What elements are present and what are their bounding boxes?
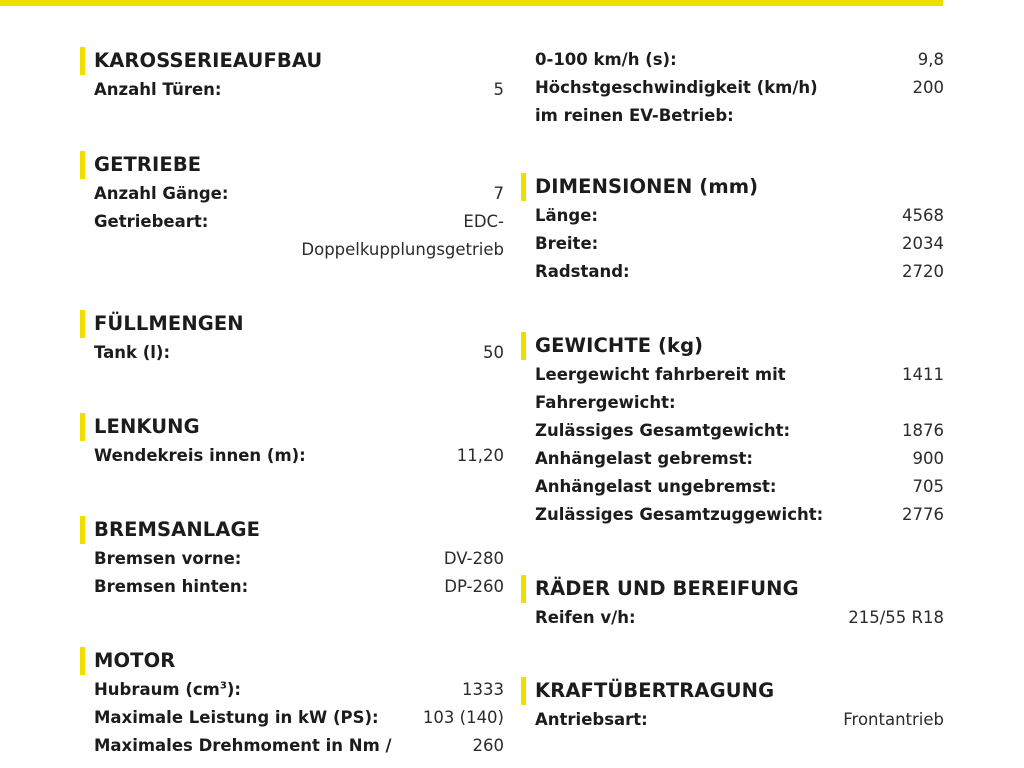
spec-value: 2776 [902,505,944,524]
spec-label-end: ): [226,680,241,699]
spec-label: Bremsen hinten: [94,577,249,596]
spec-row [80,76,504,104]
spec-row [521,46,944,74]
spec-row [80,732,504,760]
spec-row [521,604,944,632]
spec-row [521,706,944,734]
section-title: BREMSANLAGE [94,518,261,541]
spec-value: 2034 [902,234,944,253]
spec-label: Antriebsart: [535,710,648,729]
spec-value: DV-280 [443,549,504,568]
spec-row [521,417,944,445]
spec-label: Wendekreis innen (m): [94,446,306,465]
section-heading [80,412,504,442]
spec-value: 9,8 [917,50,944,69]
spec-label-text: Hubraum (cm [94,680,220,699]
section-title: FÜLLMENGEN [94,312,244,335]
spec-value: 11,20 [456,446,504,465]
section-title: KAROSSERIEAUFBAU [94,49,323,72]
spec-row [521,74,944,130]
spec-row [521,445,944,473]
spec-value: 4568 [902,206,944,225]
spec-row [521,230,944,258]
spec-row [521,501,944,529]
section-title: MOTOR [94,649,176,672]
spec-row [521,473,944,501]
spec-value: 1333 [462,680,504,699]
spec-row [80,676,504,704]
section-bremsanlage [80,515,504,601]
section-raeder-und-bereifung [521,574,944,632]
spec-label: Bremsen vorne: [94,549,242,568]
spec-row [80,180,504,208]
section-marker [80,413,85,441]
spec-row [521,361,944,417]
section-marker [521,677,526,705]
spec-row [80,545,504,573]
section-lenkung [80,412,504,470]
section-marker [521,575,526,603]
spec-label: Leergewicht fahrbereit mit Fahrergewicht: [535,365,786,412]
section-marker [80,516,85,544]
section-fuellmengen [80,309,504,367]
section-marker [80,647,85,675]
spec-label: Anzahl Gänge: [94,184,229,203]
spec-label: Tank (l): [94,343,171,362]
spec-label: Anhängelast ungebremst: [535,477,777,496]
spec-value-continuation: Doppelkupplungsgetrieb [301,240,504,259]
section-karosserieaufbau [80,46,504,104]
spec-value: 103 (140) [422,708,504,727]
section-title: RÄDER UND BEREIFUNG [535,577,799,600]
section-title: GEWICHTE (kg) [535,334,704,357]
section-motor [80,646,504,760]
section-heading [80,515,504,545]
section-heading [80,46,504,76]
section-heading [80,646,504,676]
spec-row [80,704,504,732]
spec-value: Frontantrieb [843,710,944,729]
top-accent-bar [0,0,943,6]
section-marker [521,173,526,201]
spec-label: Maximale Leistung in kW (PS): [94,708,379,727]
section-title: GETRIEBE [94,153,202,176]
spec-row [521,258,944,286]
spec-value: 200 [912,78,944,97]
section-heading [80,150,504,180]
spec-value: 50 [483,343,504,362]
spec-row [80,208,504,236]
spec-row [80,339,504,367]
spec-value: 1411 [902,365,944,384]
section-gewichte [521,331,944,529]
spec-label-superscript: 3 [219,680,227,692]
spec-value: 5 [493,80,504,99]
spec-value: EDC- [463,212,504,231]
spec-label: Zulässiges Gesamtzuggewicht: [535,505,824,524]
section-heading [521,574,944,604]
spec-value: 1876 [902,421,944,440]
spec-label: 0-100 km/h (s): [535,50,677,69]
spec-label: Getriebeart: [94,212,209,231]
section-marker [80,47,85,75]
spec-label: Anzahl Türen: [94,80,222,99]
spec-value: 2720 [902,262,944,281]
section-title: DIMENSIONEN (mm) [535,175,759,198]
section-heading [521,676,944,706]
spec-label: Reifen v/h: [535,608,636,627]
section-dimensionen [521,172,944,286]
spec-label: Breite: [535,234,599,253]
spec-row [80,573,504,601]
spec-value: 705 [912,477,944,496]
spec-row [80,442,504,470]
spec-value: 215/55 R18 [848,608,944,627]
section-heading [80,309,504,339]
section-marker [521,332,526,360]
section-kraftuebertragung [521,676,944,734]
section-heading [521,172,944,202]
section-marker [80,151,85,179]
spec-value: 7 [493,184,504,203]
section-title: LENKUNG [94,415,200,438]
spec-label: Höchstgeschwindigkeit (km/h) im reinen EV-Betrieb: [535,78,818,125]
spec-label: Maximales Drehmoment in Nm / [94,736,392,755]
spec-value: DP-260 [444,577,504,596]
section-fahrleistung [521,46,944,130]
spec-value: 260 [472,736,504,755]
spec-value: 900 [912,449,944,468]
spec-label: Anhängelast gebremst: [535,449,754,468]
spec-label: Radstand: [535,262,630,281]
spec-label: Länge: [535,206,598,225]
section-marker [80,310,85,338]
section-title: KRAFTÜBERTRAGUNG [535,679,775,702]
section-getriebe [80,150,504,264]
spec-label: Zulässiges Gesamtgewicht: [535,421,791,440]
spec-label [94,676,241,704]
section-heading [521,331,944,361]
spec-row [521,202,944,230]
